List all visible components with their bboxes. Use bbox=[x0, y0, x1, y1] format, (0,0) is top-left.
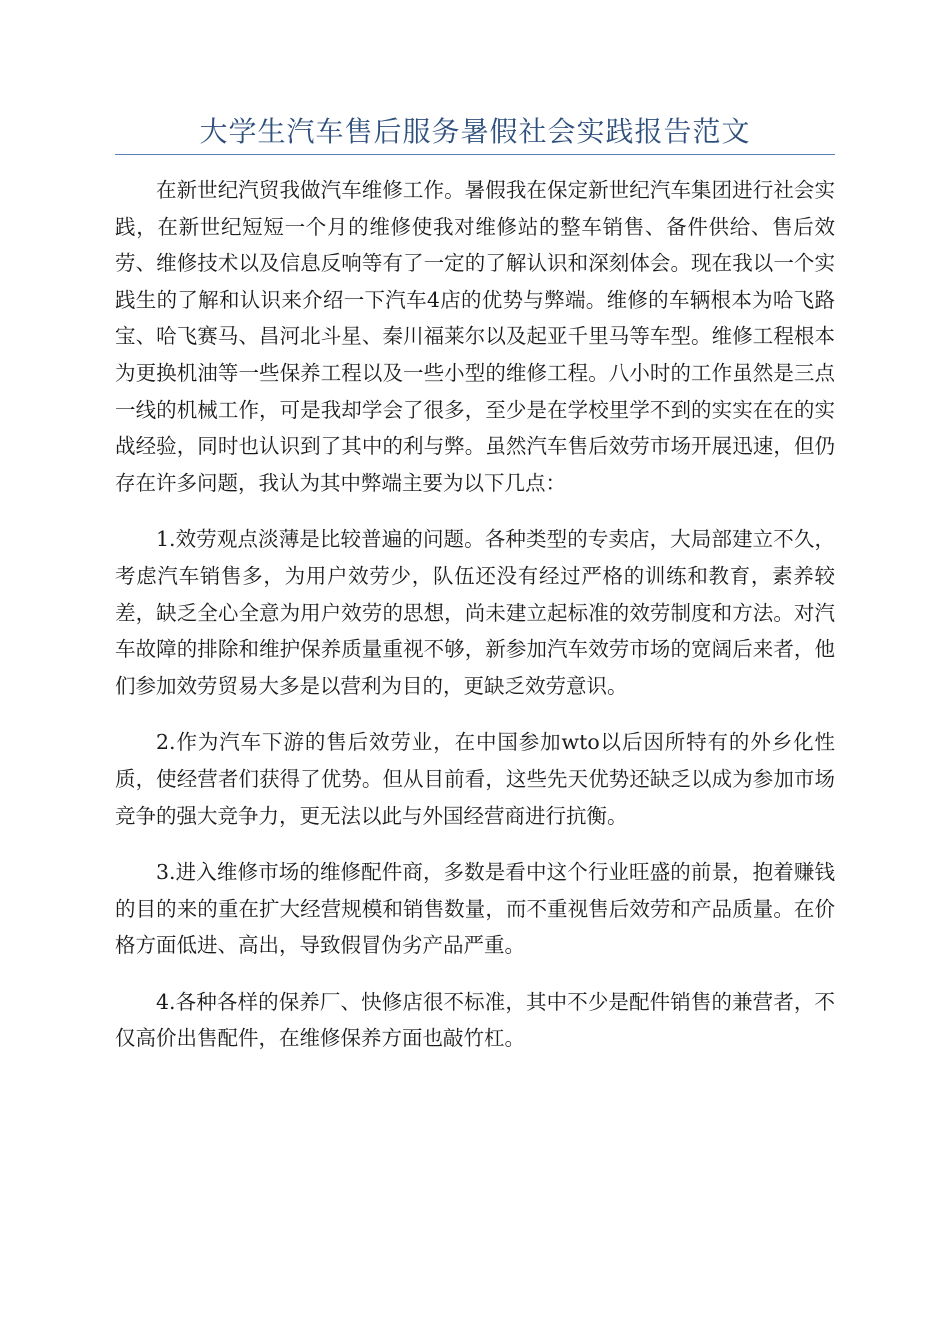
paragraph-point-3: 3.进入维修市场的维修配件商，多数是看中这个行业旺盛的前景，抱着赚钱的目的来的重在扩大经营规模和销售数量，而不重视售后效劳和产品质量。在价格方面低进、高出，导致假冒伪劣产品严重。 bbox=[115, 860, 835, 958]
paragraph-point-4: 4.各种各样的保养厂、快修店很不标准，其中不少是配件销售的兼营者，不仅高价出售配件，在维修保养方面也敲竹杠。 bbox=[115, 989, 835, 1051]
paragraph-point-2: 2.作为汽车下游的售后效劳业，在中国参加wto以后因所特有的外乡化性质，使经营者们获得了优势。但从目前看，这些先天优势还缺乏以成为参加市场竞争的强大竞争力，更无法以此与外国经营商进行抗衡。 bbox=[115, 730, 835, 828]
document-title: 大学生汽车售后服务暑假社会实践报告范文 bbox=[199, 115, 751, 148]
document-body bbox=[115, 172, 835, 1077]
title-underline bbox=[115, 154, 835, 155]
paragraph-intro: 在新世纪汽贸我做汽车维修工作。暑假我在保定新世纪汽车集团进行社会实践，在新世纪短短一个月的维修使我对维修站的整车销售、备件供给、售后效劳、维修技术以及信息反响等有了一定的了解认识和深刻体会。现在我以一个实践生的了解和认识来介绍一下汽车4店的优势与弊端。维修的车辆根本为哈飞路宝、哈飞赛马、昌河北斗星、秦川福莱尔以及起亚千里马等车型。维修工程根本为更换机油等一些保养工程以及一些小型的维修工程。八小时的工作虽然是三点一线的机械工作，可是我却学会了很多，至少是在学校里学不到的实实在在的实战经验，同时也认识到了其中的利与弊。虽然汽车售后效劳市场开展迅速，但仍存在许多问题，我认为其中弊端主要为以下几点： bbox=[115, 178, 835, 495]
paragraph-point-1: 1.效劳观点淡薄是比较普遍的问题。各种类型的专卖店，大局部建立不久，考虑汽车销售多，为用户效劳少，队伍还没有经过严格的训练和教育，素养较差，缺乏全心全意为用户效劳的思想，尚未建立起标准的效劳制度和方法。对汽车故障的排除和维护保养质量重视不够，新参加汽车效劳市场的宽阔后来者，他们参加效劳贸易大多是以营利为目的，更缺乏效劳意识。 bbox=[115, 527, 835, 698]
